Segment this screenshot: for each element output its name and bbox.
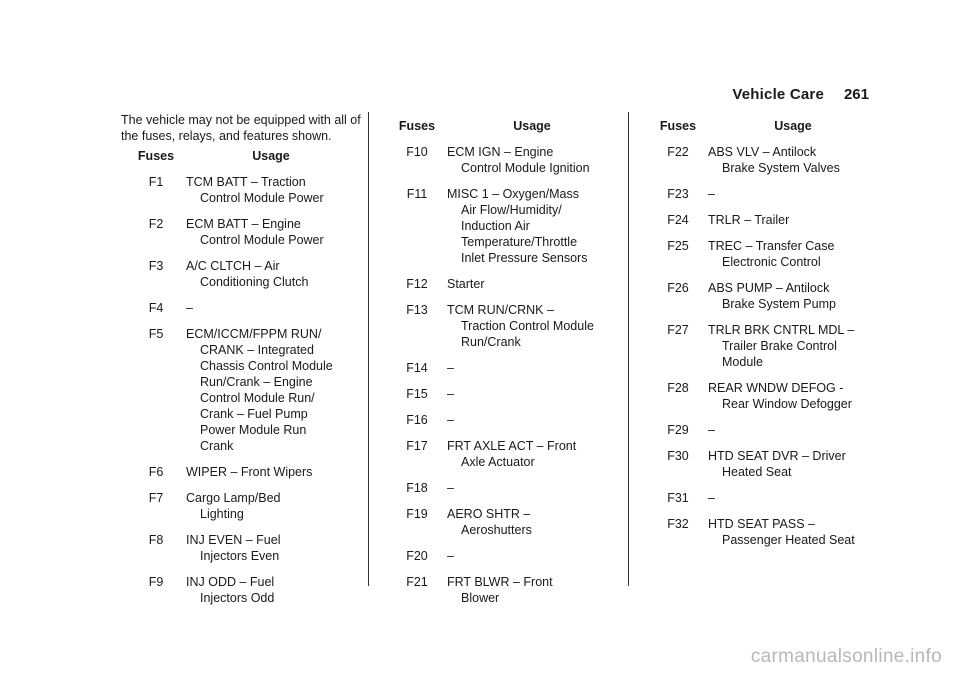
fuse-id: F19	[406, 507, 428, 521]
watermark: carmanualsonline.info	[750, 646, 942, 667]
fuse-usage	[708, 144, 878, 176]
usage-line: TCM RUN/CRNK –	[447, 303, 554, 317]
fuse-id: F29	[667, 423, 689, 437]
fuse-usage	[708, 322, 878, 370]
fuse-id: F2	[148, 217, 164, 231]
fuse-id: F6	[148, 465, 164, 479]
fuse-id: F4	[148, 301, 164, 315]
usage-line: –	[708, 423, 715, 437]
fuse-usage	[447, 144, 617, 176]
usage-line: Module	[722, 355, 763, 369]
fuse-id: F25	[667, 239, 689, 253]
fuse-usage	[447, 412, 617, 428]
fuse-id: F24	[667, 213, 689, 227]
usage-header: Usage	[252, 149, 290, 163]
fuse-usage	[708, 516, 878, 548]
usage-line: Control Module Power	[200, 233, 324, 247]
fuse-usage	[447, 548, 617, 564]
usage-line: A/C CLTCH – Air	[186, 259, 280, 273]
usage-line: INJ ODD – Fuel	[186, 575, 275, 589]
fuse-usage	[186, 532, 356, 564]
fuse-usage	[708, 186, 878, 202]
usage-line: WIPER – Front Wipers	[186, 465, 313, 479]
table-row	[648, 212, 878, 228]
fuses-header: Fuses	[659, 119, 697, 133]
table-row	[126, 490, 356, 522]
fuse-usage	[708, 422, 878, 438]
table-row	[387, 412, 617, 428]
table-row	[387, 480, 617, 496]
fuse-id: F30	[667, 449, 689, 463]
usage-line: –	[186, 301, 193, 315]
table-row	[648, 380, 878, 412]
fuse-id: F16	[406, 413, 428, 427]
fuse-id: F23	[667, 187, 689, 201]
usage-line: Control Module Run/	[200, 391, 315, 405]
usage-line: Crank	[200, 439, 234, 453]
table-row	[648, 448, 878, 480]
usage-line: ABS VLV – Antilock	[708, 145, 817, 159]
usage-line: Lighting	[200, 507, 244, 521]
table-row	[126, 464, 356, 480]
fuse-id: F10	[406, 145, 428, 159]
column-divider	[628, 112, 629, 586]
usage-line: Power Module Run	[200, 423, 307, 437]
usage-line: –	[447, 387, 454, 401]
fuse-id: F22	[667, 145, 689, 159]
fuse-usage	[447, 302, 617, 350]
usage-line: Inlet Pressure Sensors	[461, 251, 588, 265]
fuse-table-column-3	[648, 118, 878, 558]
fuses-header: Fuses	[137, 149, 175, 163]
table-row	[126, 532, 356, 564]
usage-header: Usage	[774, 119, 812, 133]
table-row	[648, 422, 878, 438]
usage-line: Brake System Valves	[722, 161, 840, 175]
fuse-id: F20	[406, 549, 428, 563]
usage-line: Rear Window Defogger	[722, 397, 852, 411]
table-row	[126, 216, 356, 248]
fuse-usage	[186, 490, 356, 522]
fuse-id: F28	[667, 381, 689, 395]
usage-line: Crank – Fuel Pump	[200, 407, 308, 421]
fuse-usage	[708, 448, 878, 480]
usage-line: Injectors Odd	[200, 591, 275, 605]
fuse-id: F11	[406, 187, 428, 201]
usage-line: Electronic Control	[722, 255, 821, 269]
usage-line: Control Module Power	[200, 191, 324, 205]
fuse-usage	[186, 258, 356, 290]
fuse-usage	[186, 216, 356, 248]
usage-line: ECM IGN – Engine	[447, 145, 554, 159]
fuse-id: F14	[406, 361, 428, 375]
table-row	[126, 300, 356, 316]
fuse-id: F5	[148, 327, 164, 341]
table-row	[126, 174, 356, 206]
fuse-usage	[708, 212, 878, 228]
table-row	[387, 574, 617, 606]
usage-line: FRT BLWR – Front	[447, 575, 553, 589]
fuse-usage	[708, 238, 878, 270]
usage-line: FRT AXLE ACT – Front	[447, 439, 577, 453]
table-row	[648, 238, 878, 270]
table-row	[387, 360, 617, 376]
usage-line: Starter	[447, 277, 485, 291]
table-row	[126, 326, 356, 454]
table-row	[387, 302, 617, 350]
usage-line: Blower	[461, 591, 500, 605]
fuse-usage	[447, 186, 617, 266]
table-row	[387, 386, 617, 402]
table-row	[126, 258, 356, 290]
fuse-id: F9	[148, 575, 164, 589]
fuse-usage	[186, 300, 356, 316]
table-row	[126, 574, 356, 606]
usage-line: Conditioning Clutch	[200, 275, 309, 289]
fuse-id: F26	[667, 281, 689, 295]
table-row	[648, 322, 878, 370]
fuse-usage	[447, 276, 617, 292]
fuse-usage	[447, 360, 617, 376]
usage-line: –	[708, 491, 715, 505]
fuse-usage	[447, 480, 617, 496]
usage-line: TRLR – Trailer	[708, 213, 790, 227]
fuse-id: F21	[406, 575, 428, 589]
usage-line: Cargo Lamp/Bed	[186, 491, 281, 505]
fuse-id: F1	[148, 175, 164, 189]
usage-header: Usage	[513, 119, 551, 133]
usage-line: TREC – Transfer Case	[708, 239, 835, 253]
fuse-usage	[186, 326, 356, 454]
table-row	[387, 548, 617, 564]
table-row	[387, 438, 617, 470]
usage-line: TRLR BRK CNTRL MDL –	[708, 323, 855, 337]
fuse-id: F7	[148, 491, 164, 505]
usage-line: Trailer Brake Control	[722, 339, 837, 353]
fuse-usage	[447, 574, 617, 606]
usage-line: Aeroshutters	[461, 523, 532, 537]
usage-line: TCM BATT – Traction	[186, 175, 306, 189]
table-header	[387, 118, 617, 134]
usage-line: Run/Crank – Engine	[200, 375, 313, 389]
fuse-usage	[708, 280, 878, 312]
fuse-id: F18	[406, 481, 428, 495]
fuse-id: F27	[667, 323, 689, 337]
table-row	[648, 186, 878, 202]
fuse-usage	[447, 386, 617, 402]
fuse-usage	[447, 506, 617, 538]
table-row	[387, 506, 617, 538]
fuse-id: F12	[406, 277, 428, 291]
column-divider	[368, 112, 369, 586]
usage-line: Chassis Control Module	[200, 359, 333, 373]
fuse-table-column-2	[387, 118, 617, 616]
fuse-id: F13	[406, 303, 428, 317]
usage-line: Run/Crank	[461, 335, 521, 349]
fuse-usage	[708, 380, 878, 412]
usage-line: REAR WNDW DEFOG -	[708, 381, 844, 395]
usage-line: INJ EVEN – Fuel	[186, 533, 281, 547]
table-row	[648, 144, 878, 176]
fuse-id: F31	[667, 491, 689, 505]
usage-line: Passenger Heated Seat	[722, 533, 855, 547]
usage-line: Injectors Even	[200, 549, 280, 563]
usage-line: –	[447, 481, 454, 495]
usage-line: –	[447, 361, 454, 375]
table-row	[387, 186, 617, 266]
usage-line: HTD SEAT DVR – Driver	[708, 449, 846, 463]
section-title: Vehicle Care	[732, 86, 824, 103]
fuses-header: Fuses	[398, 119, 436, 133]
usage-line: Induction Air	[461, 219, 530, 233]
fuse-usage	[186, 464, 356, 480]
usage-line: Brake System Pump	[722, 297, 836, 311]
usage-line: HTD SEAT PASS –	[708, 517, 815, 531]
fuse-id: F15	[406, 387, 428, 401]
fuse-table-column-1	[126, 148, 356, 616]
fuse-id: F8	[148, 533, 164, 547]
fuse-usage	[186, 574, 356, 606]
fuse-usage	[447, 438, 617, 470]
table-row	[648, 490, 878, 506]
usage-line: Air Flow/Humidity/	[461, 203, 562, 217]
usage-line: ECM/ICCM/FPPM RUN/	[186, 327, 322, 341]
usage-line: –	[447, 413, 454, 427]
usage-line: CRANK – Integrated	[200, 343, 314, 357]
fuse-id: F17	[406, 439, 428, 453]
usage-line: Traction Control Module	[461, 319, 594, 333]
table-row	[648, 516, 878, 548]
usage-line: –	[708, 187, 715, 201]
table-row	[648, 280, 878, 312]
usage-line: –	[447, 549, 454, 563]
usage-line: ABS PUMP – Antilock	[708, 281, 830, 295]
usage-line: MISC 1 – Oxygen/Mass	[447, 187, 579, 201]
usage-line: AERO SHTR –	[447, 507, 531, 521]
intro-text: The vehicle may not be equipped with all of the fuses, relays, and features shown.	[121, 113, 361, 143]
usage-line: Heated Seat	[722, 465, 792, 479]
fuse-id: F3	[148, 259, 164, 273]
fuse-usage	[186, 174, 356, 206]
usage-line: Control Module Ignition	[461, 161, 590, 175]
usage-line: Axle Actuator	[461, 455, 535, 469]
table-row	[387, 144, 617, 176]
fuse-usage	[708, 490, 878, 506]
fuse-id: F32	[667, 517, 689, 531]
usage-line: ECM BATT – Engine	[186, 217, 301, 231]
table-header	[126, 148, 356, 164]
usage-line: Temperature/Throttle	[461, 235, 578, 249]
table-row	[387, 276, 617, 292]
table-header	[648, 118, 878, 134]
page-number: 261	[843, 86, 869, 103]
